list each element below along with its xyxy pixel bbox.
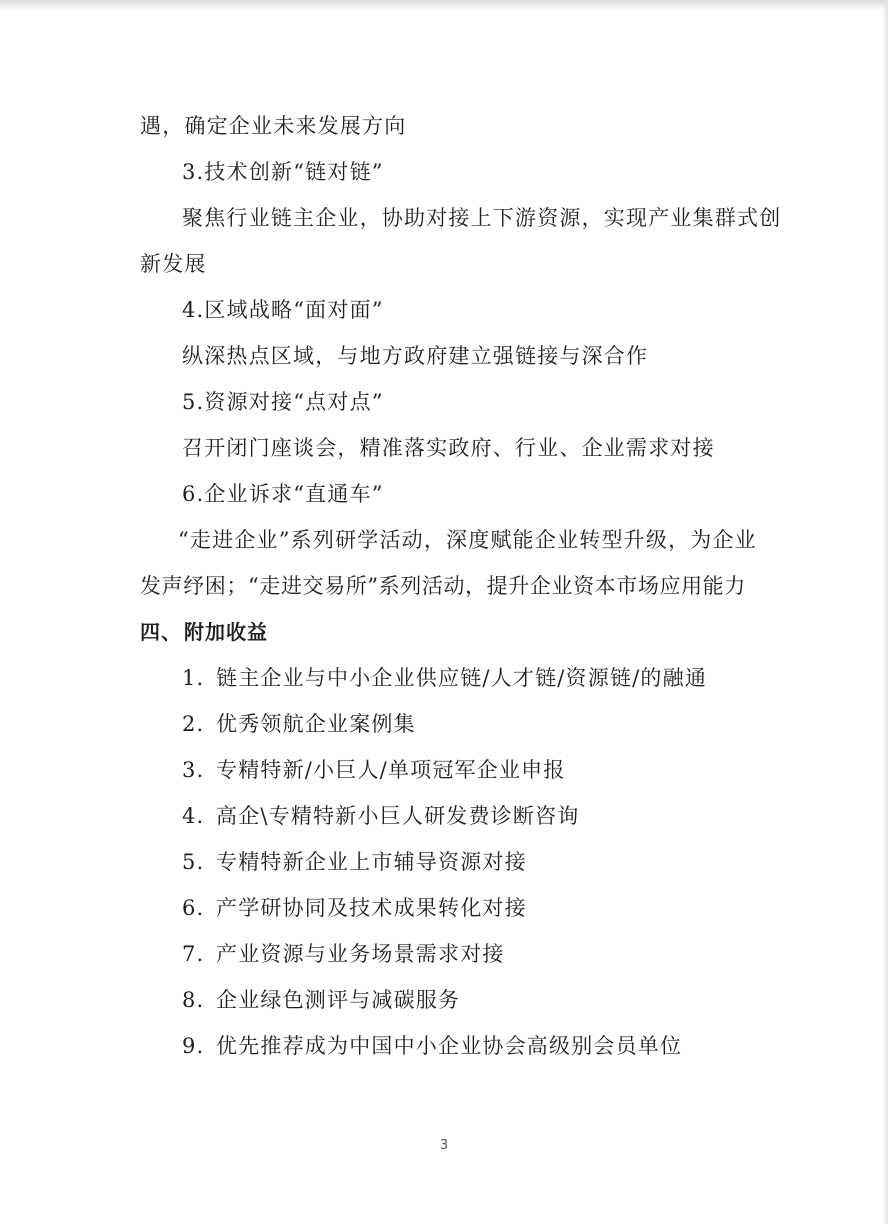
list-item	[182, 986, 460, 1014]
list-item-number: 1.	[182, 666, 205, 690]
list-item	[182, 710, 416, 738]
list-item-number: 3.	[182, 758, 205, 782]
list-item	[182, 756, 566, 784]
page-number: 3	[439, 1138, 449, 1153]
list-item-number: 8.	[182, 988, 205, 1012]
subheading-enterprise-appeals: 6.企业诉求“直通车”	[182, 482, 384, 506]
paragraph-resource-matching: 召开闭门座谈会，精准落实政府、行业、企业需求对接	[182, 436, 715, 460]
list-item	[182, 940, 505, 968]
scan-shadow-top	[0, 0, 888, 10]
list-item-number: 7.	[182, 942, 205, 966]
list-item	[182, 894, 527, 922]
list-item-number: 2.	[182, 712, 205, 736]
list-item-text: 高企\专精特新小巨人研发费诊断咨询	[216, 804, 580, 828]
list-item-text: 专精特新企业上市辅导资源对接	[216, 850, 527, 874]
list-item-text: 链主企业与中小企业供应链/人才链/资源链/的融通	[216, 666, 708, 690]
section-title: 附加收益	[184, 620, 268, 644]
paragraph-regional-strategy: 纵深热点区域，与地方政府建立强链接与深合作	[182, 344, 649, 368]
paragraph-tech-innovation-line2: 新发展	[140, 252, 207, 276]
subheading-tech-innovation: 3.技术创新“链对链”	[182, 160, 384, 184]
paragraph-enterprise-appeals-line1: “走进企业”系列研学活动，深度赋能企业转型升级，为企业	[178, 528, 757, 552]
subheading-resource-matching: 5.资源对接“点对点”	[182, 390, 384, 414]
list-item-text: 专精特新/小巨人/单项冠军企业申报	[216, 758, 566, 782]
list-item	[182, 848, 527, 876]
list-item	[182, 802, 579, 830]
section-number: 四、	[140, 620, 182, 644]
paragraph-continuation: 遇，确定企业未来发展方向	[140, 114, 407, 138]
paragraph-tech-innovation-line1: 聚焦行业链主企业，协助对接上下游资源，实现产业集群式创	[182, 206, 782, 230]
list-item	[182, 664, 707, 692]
list-item-number: 9.	[182, 1034, 205, 1058]
list-item-text: 优先推荐成为中国中小企业协会高级别会员单位	[216, 1034, 683, 1058]
list-item	[182, 1032, 682, 1060]
list-item-number: 5.	[182, 850, 205, 874]
list-item-number: 6.	[182, 896, 205, 920]
list-item-text: 产业资源与业务场景需求对接	[216, 942, 505, 966]
list-item-text: 产学研协同及技术成果转化对接	[216, 896, 527, 920]
section-heading-additional-benefits	[140, 618, 268, 646]
paragraph-enterprise-appeals-line2: 发声纾困；“走进交易所”系列活动，提升企业资本市场应用能力	[140, 574, 746, 598]
list-item-number: 4.	[182, 804, 205, 828]
subheading-regional-strategy: 4.区域战略“面对面”	[182, 298, 384, 322]
list-item-text: 企业绿色测评与减碳服务	[216, 988, 461, 1012]
list-item-text: 优秀领航企业案例集	[216, 712, 416, 736]
scan-shadow-right	[882, 0, 888, 1224]
